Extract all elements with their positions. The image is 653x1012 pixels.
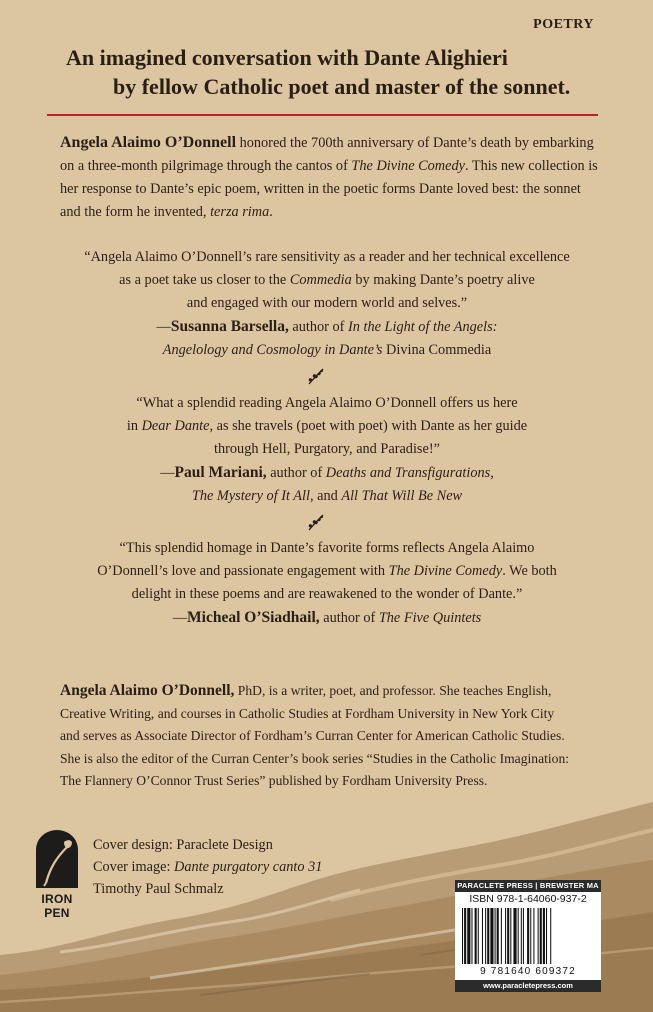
endorser-book: The Five Quintets (378, 610, 482, 626)
credit-design: Cover design: Paraclete Design (93, 837, 273, 853)
quote-text: in (126, 418, 142, 434)
cover-credits (93, 834, 322, 900)
description-text-a: honored the 700th anniversary of Dante’s death by embarking on a three-month pilgrimage through the cantos of (60, 135, 594, 174)
author-bio (60, 680, 605, 793)
conjunction: and (313, 488, 342, 504)
quote-line (47, 560, 607, 583)
headline-line-1: An imagined conversation with Dante Alighieri (66, 45, 508, 70)
quote-italic: The Divine Comedy (388, 563, 503, 579)
barcode-publisher: PARACLETE PRESS | BREWSTER MA (455, 880, 601, 892)
quote-text: as a poet take us closer to the (119, 272, 290, 288)
bio-text: PhD, is a writer, poet, and professor. She teaches English, (234, 683, 552, 698)
affiliation: author of (288, 319, 348, 335)
endorser-book: Angelology and Cosmology in Dante’s (162, 342, 383, 358)
endorsement-mariani (47, 392, 607, 508)
attribution-line (47, 485, 607, 508)
book-description (60, 131, 600, 224)
endorser-book: In the Light of the Angels: (348, 319, 498, 335)
bio-line: She is also the editor of the Curran Center’s book series “Studies in the Catholic Imagination: (60, 750, 570, 766)
credit-image (93, 856, 322, 878)
leaf-ornament-icon (306, 366, 326, 386)
isbn-number: ISBN 978-1-64060-937-2 (469, 893, 587, 905)
attribution-line (47, 461, 607, 485)
credit-artist: Timothy Paul Schmalz (93, 881, 224, 897)
quote-text: O’Donnell’s love and passionate engagement with (97, 563, 389, 579)
endorser-book: The Mystery of It All, (191, 488, 314, 504)
red-divider (47, 114, 598, 116)
quote-line: delight in these poems and are reawakened to the wonder of Dante.” (131, 586, 523, 602)
quote-italic: Commedia (289, 272, 352, 288)
quote-text: by making Dante’s poetry alive (351, 272, 535, 288)
quote-line (47, 269, 607, 292)
endorsement-osiadhail (47, 537, 607, 630)
isbn-barcode (455, 880, 601, 992)
genre-label: POETRY (533, 17, 594, 32)
quote-line: “What a splendid reading Angela Alaimo O’Donnell offers us here (136, 395, 518, 411)
endorser-name: Micheal O’Siadhail, (187, 609, 320, 626)
logo-wordmark-bottom: PEN (44, 906, 70, 920)
dash: — (156, 319, 171, 335)
publisher-url: www.paracletepress.com (455, 980, 601, 992)
affiliation: author of (266, 465, 326, 481)
quote-line (47, 415, 607, 438)
quote-line: through Hell, Purgatory, and Paradise!” (214, 441, 440, 457)
endorsement-barsella (47, 246, 607, 362)
endorser-name: Susanna Barsella, (170, 318, 289, 335)
quote-line: “Angela Alaimo O’Donnell’s rare sensitivity as a reader and her technical excellence (84, 249, 570, 265)
quote-text: , as she travels (poet with poet) with Dante as her guide (209, 418, 528, 434)
dash: — (160, 465, 175, 481)
barcode-bars (460, 908, 596, 964)
bio-line: and serves as Associate Director of Fordham’s Curran Center for American Catholic Studies. (60, 728, 565, 744)
attribution-line (47, 315, 607, 339)
author-name: Angela Alaimo O’Donnell (60, 134, 237, 151)
endorser-name: Paul Mariani, (174, 464, 267, 481)
quote-line: “This splendid homage in Dante’s favorite forms reflects Angela Alaimo (119, 540, 535, 556)
attribution-line (47, 606, 607, 630)
affiliation: author of (319, 610, 379, 626)
dash: — (172, 610, 188, 626)
bio-line: The Flannery O’Connor Trust Series” published by Fordham University Press. (60, 773, 488, 789)
credit-image-label: Cover image: (93, 859, 174, 875)
bio-line: Creative Writing, and courses in Catholic Studies at Fordham University in New York City (60, 705, 555, 721)
headline-line-2: by fellow Catholic poet and master of the sonnet. (113, 74, 571, 99)
endorser-book: All That Will Be New (341, 488, 463, 504)
bio-line (60, 680, 605, 703)
endorser-book: Deaths and Transfigurations, (325, 465, 494, 481)
form-name: terza rima (210, 204, 270, 220)
work-title: The Divine Comedy (351, 158, 465, 174)
barcode-digits: 9 781640 609372 (480, 966, 576, 977)
endorser-book-roman: Divina Commedia (382, 342, 492, 358)
quote-text: . We both (502, 563, 557, 579)
bio-author-name: Angela Alaimo O’Donnell, (60, 682, 235, 699)
headline (0, 43, 653, 101)
leaf-ornament-icon (306, 512, 326, 532)
quote-italic: Dear Dante (141, 418, 210, 434)
description-text-b: . This new collection is her response to Dante’s epic poem, written in the poetic forms Dante loved best: the sonnet and the form he invented, (60, 158, 598, 220)
credit-image-title: Dante purgatory canto 31 (174, 859, 323, 875)
attribution-line (47, 339, 607, 362)
description-text-c: . (269, 204, 273, 220)
quote-line: and engaged with our modern world and selves.” (186, 295, 468, 311)
logo-wordmark-top: IRON (41, 892, 73, 906)
